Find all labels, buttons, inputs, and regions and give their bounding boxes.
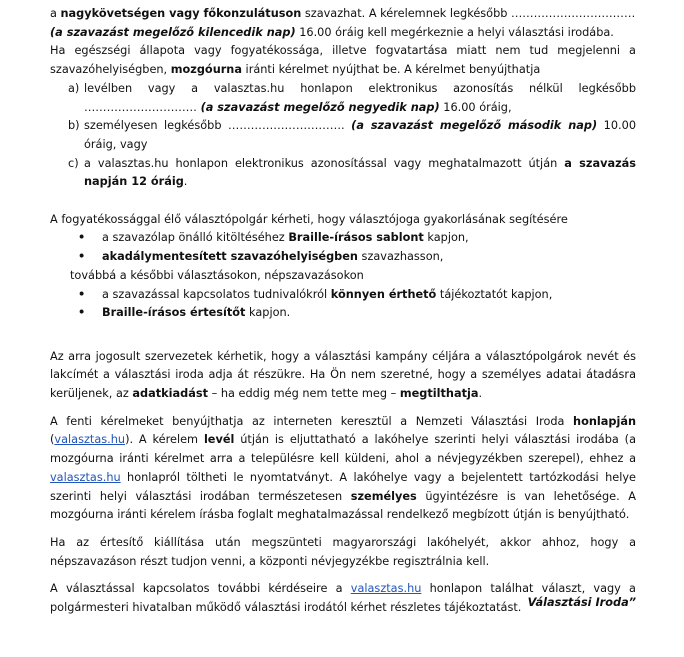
valasztas-link[interactable]: valasztas.hu bbox=[54, 433, 126, 447]
submission-paragraph: A fenti kérelmeket benyújthatja az interneten keresztül a Nemzeti Választási Iroda honlapján (valasztas.hu). A kérelem levél útján is eljuttatható a lakóhelye szerinti helyi választási irodába (a mozgóurna iránti kérelmet arra a településre kell küldeni, ahol a névjegyzékben szerepel), ehhez a valasztas.hu honlapról töltheti le nyomtatványt. A lakóhelye vagy a bejelentett tartózkodási helye szerinti helyi választási irodában természetesen személyes ügyintézésre is van lehetősége. A mozgóurna iránti kérelem írásba foglalt meghatalmazással rendelkező megbízott útján is benyújtható. bbox=[50, 414, 637, 522]
option-b: b) személyesen legkésőbb …………………………. (a szavazást megelőző második nap) 10.00 óráig, vagy bbox=[68, 119, 637, 151]
contact-paragraph: A választással kapcsolatos további kérdéseire a valasztas.hu honlapon találhat választ, vagy a polgármesteri hivatalban működő választási irodától kérhet részletes tájékoztatást. bbox=[50, 582, 636, 615]
disability-list-1 bbox=[50, 229, 636, 266]
submission-options bbox=[50, 80, 636, 192]
option-a: a) levélben vagy a valasztas.hu honlapon elektronikus azonosítás nélkül legkésőbb ………………………… (a szavazást megelőző negyedik nap) 16.00 óráig, bbox=[68, 81, 636, 114]
valasztas-link[interactable]: valasztas.hu bbox=[350, 582, 422, 596]
mobile-ballot-intro: Ha egészségi állapota vagy fogyatékossága, illetve fogvatartása miatt nem tud megjelenni a szavazóhelyiségben, mozgóurna iránti kérelmet nyújthat be. A kérelmet benyújthatja bbox=[50, 44, 636, 77]
intro-line-2: (a szavazást megelőző kilencedik nap) 16.00 óráig kell megérkeznie a helyi választási irodába. bbox=[50, 25, 614, 39]
list-item: • akadálymentesített szavazóhelyiségben szavazhasson, bbox=[78, 250, 444, 264]
disability-intro: A fogyatékossággal élő választópolgár kérheti, hogy választójoga gyakorlásának segítésére bbox=[50, 212, 568, 226]
intro-line-1: a nagykövetségen vagy főkonzulátuson szavazhat. A kérelemnek legkésőbb …………………………… bbox=[50, 7, 636, 20]
valasztas-link[interactable]: valasztas.hu bbox=[50, 470, 121, 484]
list-item: • Braille-írásos értesítőt kapjon. bbox=[78, 306, 291, 320]
option-c: c) a valasztas.hu honlapon elektronikus azonosítással vagy meghatalmazott útján a szavazás napján 12 óráig. bbox=[68, 156, 637, 189]
data-sharing-paragraph: Az arra jogosult szervezetek kérhetik, hogy a választási kampány céljára a választópolgárok nevét és lakcímét a választási iroda adja át részükre. Ha Ön nem szeretné, hogy a személyes adatai átadásra kerüljenek, az adatkiadást – ha eddig még nem tette meg – megtilthatja. bbox=[50, 349, 636, 401]
disability-middle: továbbá a későbbi választásokon, népszavazásokon bbox=[70, 268, 364, 282]
document-body bbox=[50, 0, 636, 618]
signature: Választási Iroda” bbox=[527, 596, 636, 609]
list-item: • a szavazással kapcsolatos tudnivalókról könnyen érthető tájékoztatót kapjon, bbox=[78, 287, 553, 301]
disability-list-2 bbox=[50, 286, 636, 323]
list-item: • a szavazólap önálló kitöltéséhez Braille-írásos sablont kapjon, bbox=[78, 231, 469, 245]
relocation-paragraph: Ha az értesítő kiállítása után megszünteti magyarországi lakóhelyét, akkor ahhoz, hogy a népszavazáson részt tudjon venni, a központi névjegyzékbe regisztrálnia kell. bbox=[50, 535, 636, 568]
